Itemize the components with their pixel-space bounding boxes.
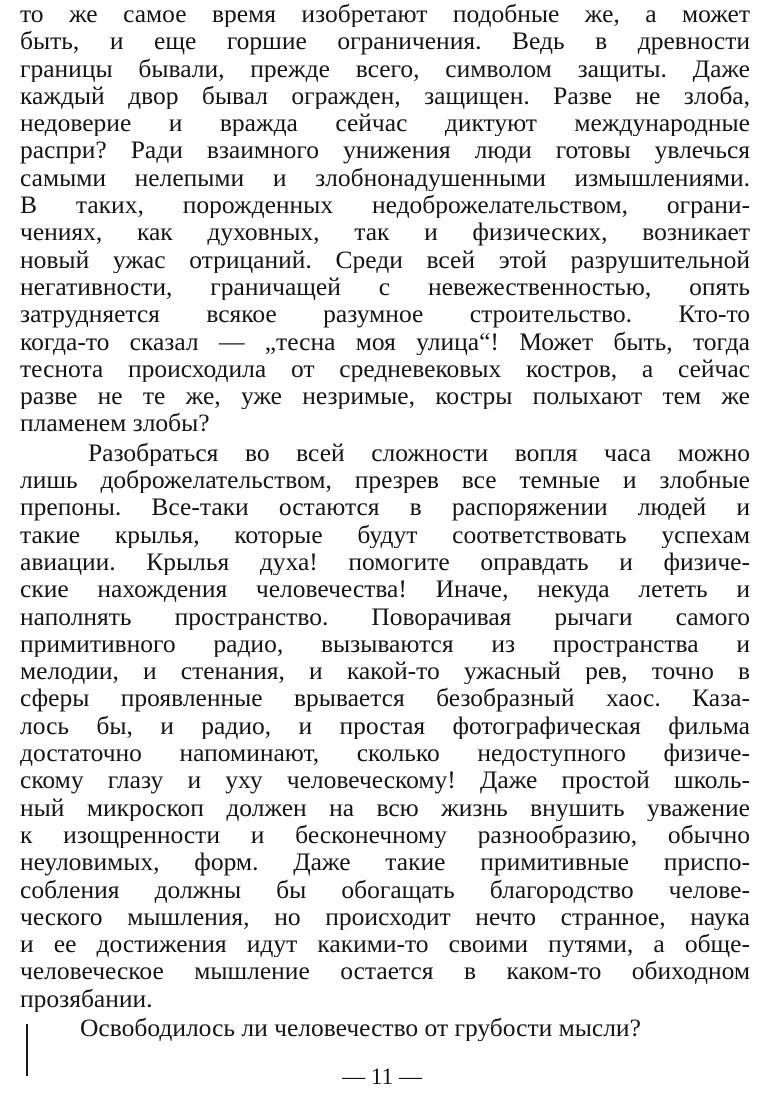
paragraph-2-line: достаточно напоминают, сколько недоступного физиче- [20, 739, 750, 767]
paragraph-1-line: границы бывали, прежде всего, символом защиты. Даже [20, 54, 750, 82]
paragraph-2-line: ские нахождения человечества! Иначе, некуда лететь и [20, 575, 750, 603]
paragraph-2-line: прозябании. [20, 984, 153, 1012]
paragraph-1-line: пламенем злобы? [20, 409, 210, 437]
document-page [20, 0, 750, 1100]
paragraph-2-line: наполнять пространство. Поворачивая рычаги самого [20, 602, 750, 630]
paragraph-2-line: ческого мышления, но происходит нечто странное, наука [20, 902, 750, 931]
paragraph-2-line: сферы проявленные врывается безобразный хаос. Каза- [20, 684, 750, 712]
paragraph-1-line: самыми нелепыми и злобнонадушенными измышлениями. [20, 163, 750, 192]
paragraph-2-line: собления должны бы обогащать благородство челове- [20, 875, 750, 903]
paragraph-1-line: недоверие и вражда сейчас диктуют международные [20, 109, 750, 137]
page-number: — 11 — [342, 1064, 422, 1089]
paragraph-3 [20, 1014, 750, 1041]
paragraph-2-line: препоны. Все-таки остаются в распоряжении людей и [20, 493, 750, 521]
paragraph-3-line: Освободилось ли человечество от грубости мысли? [80, 1013, 641, 1042]
paragraph-1-line: негативности, граничащей с невежественностью, опять [20, 272, 750, 301]
paragraph-1-line: новый ужас отрицаний. Среди всей этой разрушительной [20, 245, 750, 273]
paragraph-2-line: и ее достижения идут какими-то своими путями, а обще- [20, 930, 750, 958]
paragraph-2-line: ный микроскоп должен на всю жизнь внушить уважение [20, 793, 750, 821]
paragraph-2-line: человеческое мышление остается в каком-то обиходном [20, 957, 750, 985]
paragraph-2 [20, 439, 750, 1012]
paragraph-2-line: мелодии, и стенания, и какой-то ужасный рев, точно в [20, 657, 750, 685]
paragraph-1-line: быть, и еще горшие ограничения. Ведь в древности [20, 27, 750, 55]
paragraph-1-line: когда-то сказал — „тесна моя улица“! Может быть, тогда [20, 327, 750, 355]
paragraph-1-line: затрудняется всякое разумное строительство. Кто-то [20, 300, 750, 328]
paragraph-1-line: то же самое время изобретают подобные же, а может [20, 0, 750, 28]
paragraph-1-line: чениях, как духовных, так и физических, возникает [20, 218, 750, 246]
paragraph-2-line: Разобраться во всей сложности вопля часа можно [88, 438, 750, 467]
paragraph-1 [20, 0, 750, 437]
paragraph-2-line: скому глазу и уху человеческому! Даже простой школь- [20, 766, 750, 794]
paragraph-2-line: примитивного радио, вызываются из пространства и [20, 629, 750, 658]
paragraph-1-line: распри? Ради взаимного унижения люди готовы увлечься [20, 136, 750, 164]
paragraph-1-line: разве не те же, уже незримые, костры полыхают тем же [20, 382, 750, 410]
paragraph-2-line: авиации. Крылья духа! помогите оправдать и физиче- [20, 547, 750, 576]
paragraph-2-line: такие крылья, которые будут соответствовать успехам [20, 520, 750, 548]
paragraph-1-line: теснота происходила от средневековых костров, а сейчас [20, 354, 750, 383]
paragraph-2-line: неуловимых, форм. Даже такие примитивные приспо- [20, 848, 750, 876]
paragraph-1-line: В таких, порожденных недоброжелательством, ограни- [20, 191, 750, 219]
paragraph-2-line: к изощренности и бесконечному разнообразию, обычно [20, 820, 750, 849]
paragraph-1-line: каждый двор бывал огражден, защищен. Разве не злоба, [20, 81, 750, 110]
paragraph-2-line: лось бы, и радио, и простая фотографическая фильма [20, 711, 750, 740]
paragraph-2-line: лишь доброжелательством, презрев все темные и злобные [20, 466, 750, 494]
